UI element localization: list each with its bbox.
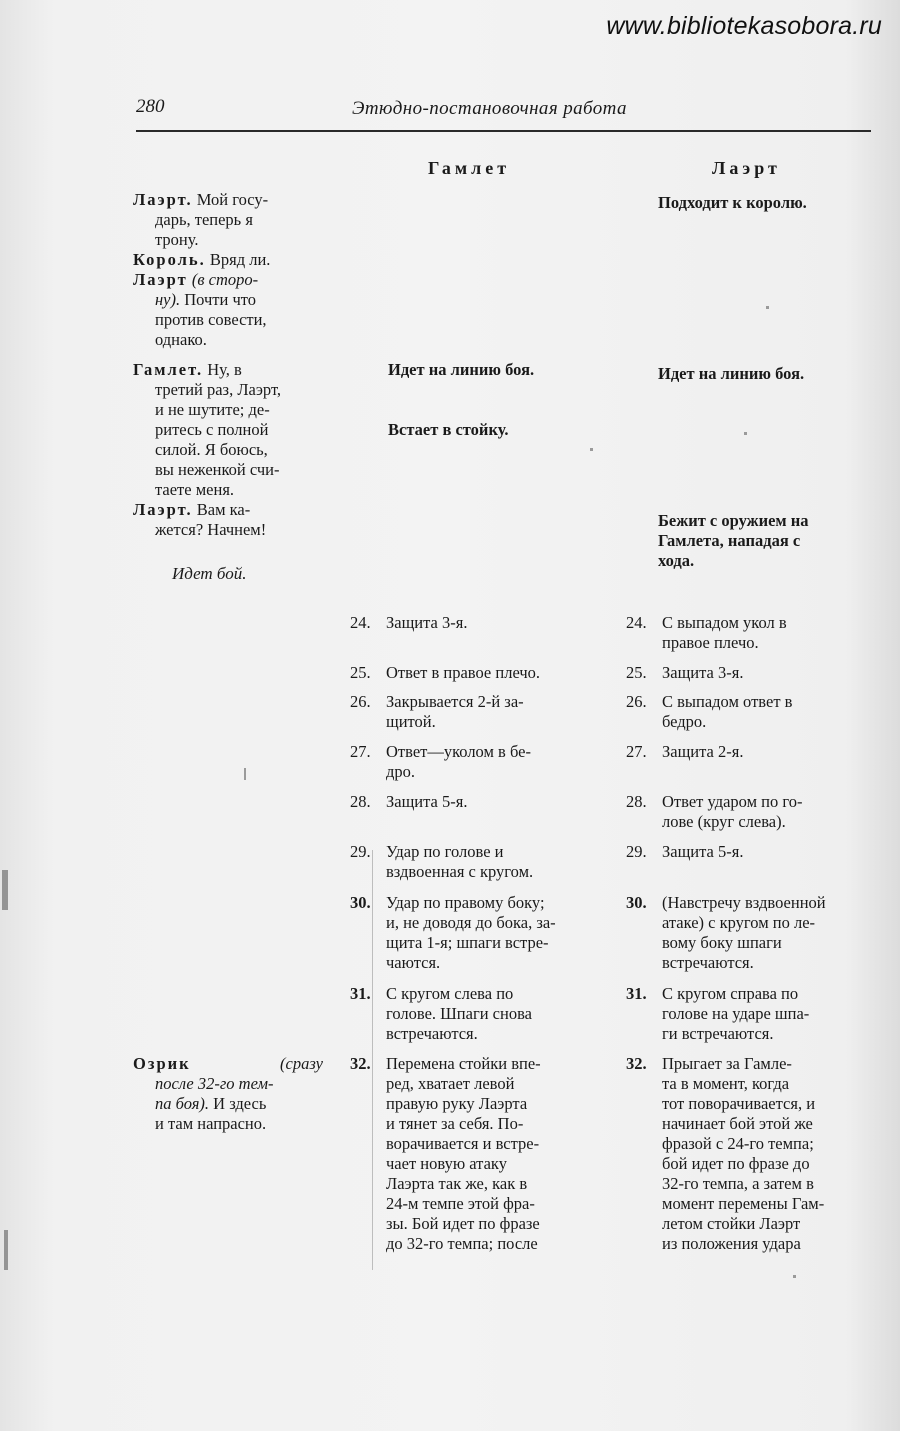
move-text-line: правую руку Лаэрта bbox=[386, 1094, 528, 1113]
move-text-line: фразой с 24-го темпа; bbox=[662, 1134, 814, 1153]
move-text-line: бедро. bbox=[662, 712, 707, 731]
move-text-line: лове (круг слева). bbox=[662, 812, 786, 831]
dialogue-text: дарь, теперь я bbox=[155, 210, 253, 229]
move-text bbox=[386, 984, 596, 1044]
move-text-line: Защита 2-я. bbox=[662, 742, 744, 761]
move-text-line: С кругом справа по bbox=[662, 984, 799, 1003]
move-text-line: Удар по правому боку; bbox=[386, 893, 545, 912]
move-text-line: вому боку шпаги bbox=[662, 933, 782, 952]
move-text-line: С выпадом ответ в bbox=[662, 692, 793, 711]
move-text bbox=[386, 842, 596, 882]
page-number: 280 bbox=[136, 96, 165, 117]
move-text bbox=[662, 792, 874, 832]
move-text bbox=[386, 792, 596, 812]
move-text-line: (Навстречу вздвоенной bbox=[662, 893, 826, 912]
dialogue-text: трону. bbox=[155, 230, 199, 249]
move-number: 26. bbox=[350, 692, 371, 711]
move-text-line: Защита 5-я. bbox=[386, 792, 468, 811]
move-text-line: ворачивается и встре- bbox=[386, 1134, 540, 1153]
stage-direction-fight: Идет бой. bbox=[172, 564, 247, 583]
dialogue-text: однако. bbox=[155, 330, 207, 349]
watermark-url[interactable]: www.bibliotekasobora.ru bbox=[606, 12, 882, 40]
move-text-line: правое плечо. bbox=[662, 633, 759, 652]
move-text-line: и, не доводя до бока, за- bbox=[386, 913, 556, 932]
scan-artifact bbox=[4, 1230, 8, 1270]
dialogue-osrik bbox=[133, 1054, 323, 1134]
scan-line bbox=[372, 850, 373, 1270]
dialogue-korol bbox=[133, 250, 323, 270]
move-text-line: встречаются. bbox=[662, 953, 754, 972]
stage-remark: ну). bbox=[155, 290, 181, 309]
dialogue-text: жется? Начнем! bbox=[155, 520, 267, 539]
dialogue-text: ритесь с полной bbox=[155, 420, 269, 439]
move-text bbox=[662, 984, 874, 1044]
scan-artifact bbox=[744, 432, 747, 435]
move-number: 26. bbox=[626, 692, 647, 711]
move-text-line: Защита 3-я. bbox=[386, 613, 468, 632]
dialogue-text: Мой госу- bbox=[196, 190, 269, 209]
dialogue-text: Вряд ли. bbox=[209, 250, 271, 269]
stage-remark: па боя). bbox=[155, 1094, 210, 1113]
move-number: 30. bbox=[350, 893, 371, 912]
move-number: 29. bbox=[626, 842, 647, 861]
dialogue-text: Вам ка- bbox=[196, 500, 251, 519]
move-number: 27. bbox=[626, 742, 647, 761]
speaker-name: Гамлет. bbox=[133, 360, 204, 379]
move-text-line: встречаются. bbox=[386, 1024, 478, 1043]
speaker-name: Озрик bbox=[133, 1054, 191, 1073]
dialogue-text: третий раз, Лаэрт, bbox=[155, 380, 282, 399]
dialogue-laert-3 bbox=[133, 500, 323, 540]
dialogue-text: и там напрасно. bbox=[155, 1114, 267, 1133]
move-text bbox=[662, 692, 874, 732]
dialogue-text: Почти что bbox=[184, 290, 257, 309]
move-text-line: Защита 5-я. bbox=[662, 842, 744, 861]
move-text bbox=[386, 692, 596, 732]
stage-remark: (в сторо- bbox=[191, 270, 259, 289]
laert-action-approach: Подходит к королю. bbox=[658, 193, 807, 212]
speaker-name: Лаэрт. bbox=[133, 190, 193, 209]
dialogue-text: против совести, bbox=[155, 310, 267, 329]
speaker-name: Лаэрт bbox=[133, 270, 188, 289]
move-text bbox=[386, 893, 596, 973]
move-text bbox=[386, 742, 596, 782]
move-text-line: Удар по голове и bbox=[386, 842, 504, 861]
move-number: 28. bbox=[626, 792, 647, 811]
action-text: Бежит с оружием на bbox=[658, 511, 809, 530]
move-number: 31. bbox=[626, 984, 647, 1003]
move-text-line: 32-го темпа, а затем в bbox=[662, 1174, 814, 1193]
move-text-line: чаются. bbox=[386, 953, 441, 972]
move-number: 24. bbox=[626, 613, 647, 632]
move-number: 25. bbox=[350, 663, 371, 682]
move-number: 30. bbox=[626, 893, 647, 912]
scan-artifact bbox=[2, 870, 8, 910]
running-head bbox=[136, 96, 871, 132]
stage-remark: после 32-го тем- bbox=[155, 1074, 274, 1093]
dialogue-text: и не шутите; де- bbox=[155, 400, 270, 419]
move-text bbox=[662, 613, 874, 653]
hamlet-action-line: Идет на линию боя. bbox=[388, 360, 535, 379]
move-text-line: щита 1-я; шпаги встре- bbox=[386, 933, 549, 952]
column-heading-hamlet: Гамлет bbox=[428, 158, 511, 178]
speaker-name: Король. bbox=[133, 250, 206, 269]
move-text-line: Прыгает за Гамле- bbox=[662, 1054, 792, 1073]
speaker-name: Лаэрт. bbox=[133, 500, 193, 519]
move-text-line: Перемена стойки впе- bbox=[386, 1054, 541, 1073]
move-text-line: ред, хватает левой bbox=[386, 1074, 515, 1093]
move-text-line: летом стойки Лаэрт bbox=[662, 1214, 801, 1233]
move-text-line: Ответ в правое плечо. bbox=[386, 663, 541, 682]
scan-artifact bbox=[766, 306, 769, 309]
dialogue-text: И здесь bbox=[213, 1094, 267, 1113]
running-title: Этюдно-постановочная работа bbox=[352, 98, 627, 119]
move-text-line: Ответ—уколом в бе- bbox=[386, 742, 531, 761]
move-text-line: дро. bbox=[386, 762, 416, 781]
move-number: 25. bbox=[626, 663, 647, 682]
move-number: 29. bbox=[350, 842, 371, 861]
dialogue-text: Ну, в bbox=[207, 360, 242, 379]
scan-artifact bbox=[244, 768, 246, 780]
move-text-line: зы. Бой идет по фразе bbox=[386, 1214, 540, 1233]
move-text bbox=[662, 893, 874, 973]
move-text bbox=[662, 1054, 874, 1254]
dialogue-text: таете меня. bbox=[155, 480, 235, 499]
move-text-line: из положения удара bbox=[662, 1234, 801, 1253]
column-heading-laert: Лаэрт bbox=[712, 158, 781, 178]
hamlet-action-stance: Встает в стойку. bbox=[388, 420, 509, 439]
laert-action-attack bbox=[658, 511, 870, 571]
move-text-line: голове. Шпаги снова bbox=[386, 1004, 532, 1023]
action-text: Гамлета, нападая с bbox=[658, 531, 801, 550]
move-text-line: та в момент, когда bbox=[662, 1074, 790, 1093]
dialogue-laert-1 bbox=[133, 190, 323, 250]
dialogue-text: вы неженкой счи- bbox=[155, 460, 280, 479]
stage-remark: (сразу bbox=[280, 1054, 323, 1073]
move-text-line: бой идет по фразе до bbox=[662, 1154, 810, 1173]
action-text: хода. bbox=[658, 551, 695, 570]
move-text-line: С кругом слева по bbox=[386, 984, 514, 1003]
move-text bbox=[662, 742, 874, 762]
scan-artifact bbox=[793, 1275, 796, 1278]
move-text-line: момент перемены Гам- bbox=[662, 1194, 825, 1213]
move-text bbox=[386, 613, 596, 633]
move-text bbox=[386, 663, 596, 683]
move-text bbox=[662, 663, 874, 683]
move-text-line: вздвоенная с кругом. bbox=[386, 862, 534, 881]
move-number: 27. bbox=[350, 742, 371, 761]
move-text-line: Лаэрта так же, как в bbox=[386, 1174, 528, 1193]
move-text-line: щитой. bbox=[386, 712, 436, 731]
move-text-line: С выпадом укол в bbox=[662, 613, 787, 632]
dialogue-laert-2 bbox=[133, 270, 323, 350]
dialogue-gamlet bbox=[133, 360, 323, 500]
move-number: 24. bbox=[350, 613, 371, 632]
laert-action-line: Идет на линию боя. bbox=[658, 364, 805, 383]
move-text bbox=[662, 842, 874, 862]
move-number: 28. bbox=[350, 792, 371, 811]
move-text-line: Закрывается 2-й за- bbox=[386, 692, 524, 711]
move-text-line: ги встречаются. bbox=[662, 1024, 774, 1043]
move-text-line: Защита 3-я. bbox=[662, 663, 744, 682]
move-text-line: чает новую атаку bbox=[386, 1154, 507, 1173]
move-text-line: начинает бой этой же bbox=[662, 1114, 813, 1133]
move-text-line: тот поворачивается, и bbox=[662, 1094, 816, 1113]
move-text-line: Ответ ударом по го- bbox=[662, 792, 803, 811]
move-text-line: голове на ударе шпа- bbox=[662, 1004, 810, 1023]
move-text-line: 24-м темпе этой фра- bbox=[386, 1194, 535, 1213]
move-text bbox=[386, 1054, 596, 1254]
move-text-line: до 32-го темпа; после bbox=[386, 1234, 538, 1253]
scan-artifact bbox=[590, 448, 593, 451]
move-number: 31. bbox=[350, 984, 371, 1003]
move-text-line: атаке) с кругом по ле- bbox=[662, 913, 816, 932]
move-number: 32. bbox=[350, 1054, 371, 1073]
move-number: 32. bbox=[626, 1054, 647, 1073]
move-text-line: и тянет за себя. По- bbox=[386, 1114, 524, 1133]
dialogue-text: силой. Я боюсь, bbox=[155, 440, 268, 459]
